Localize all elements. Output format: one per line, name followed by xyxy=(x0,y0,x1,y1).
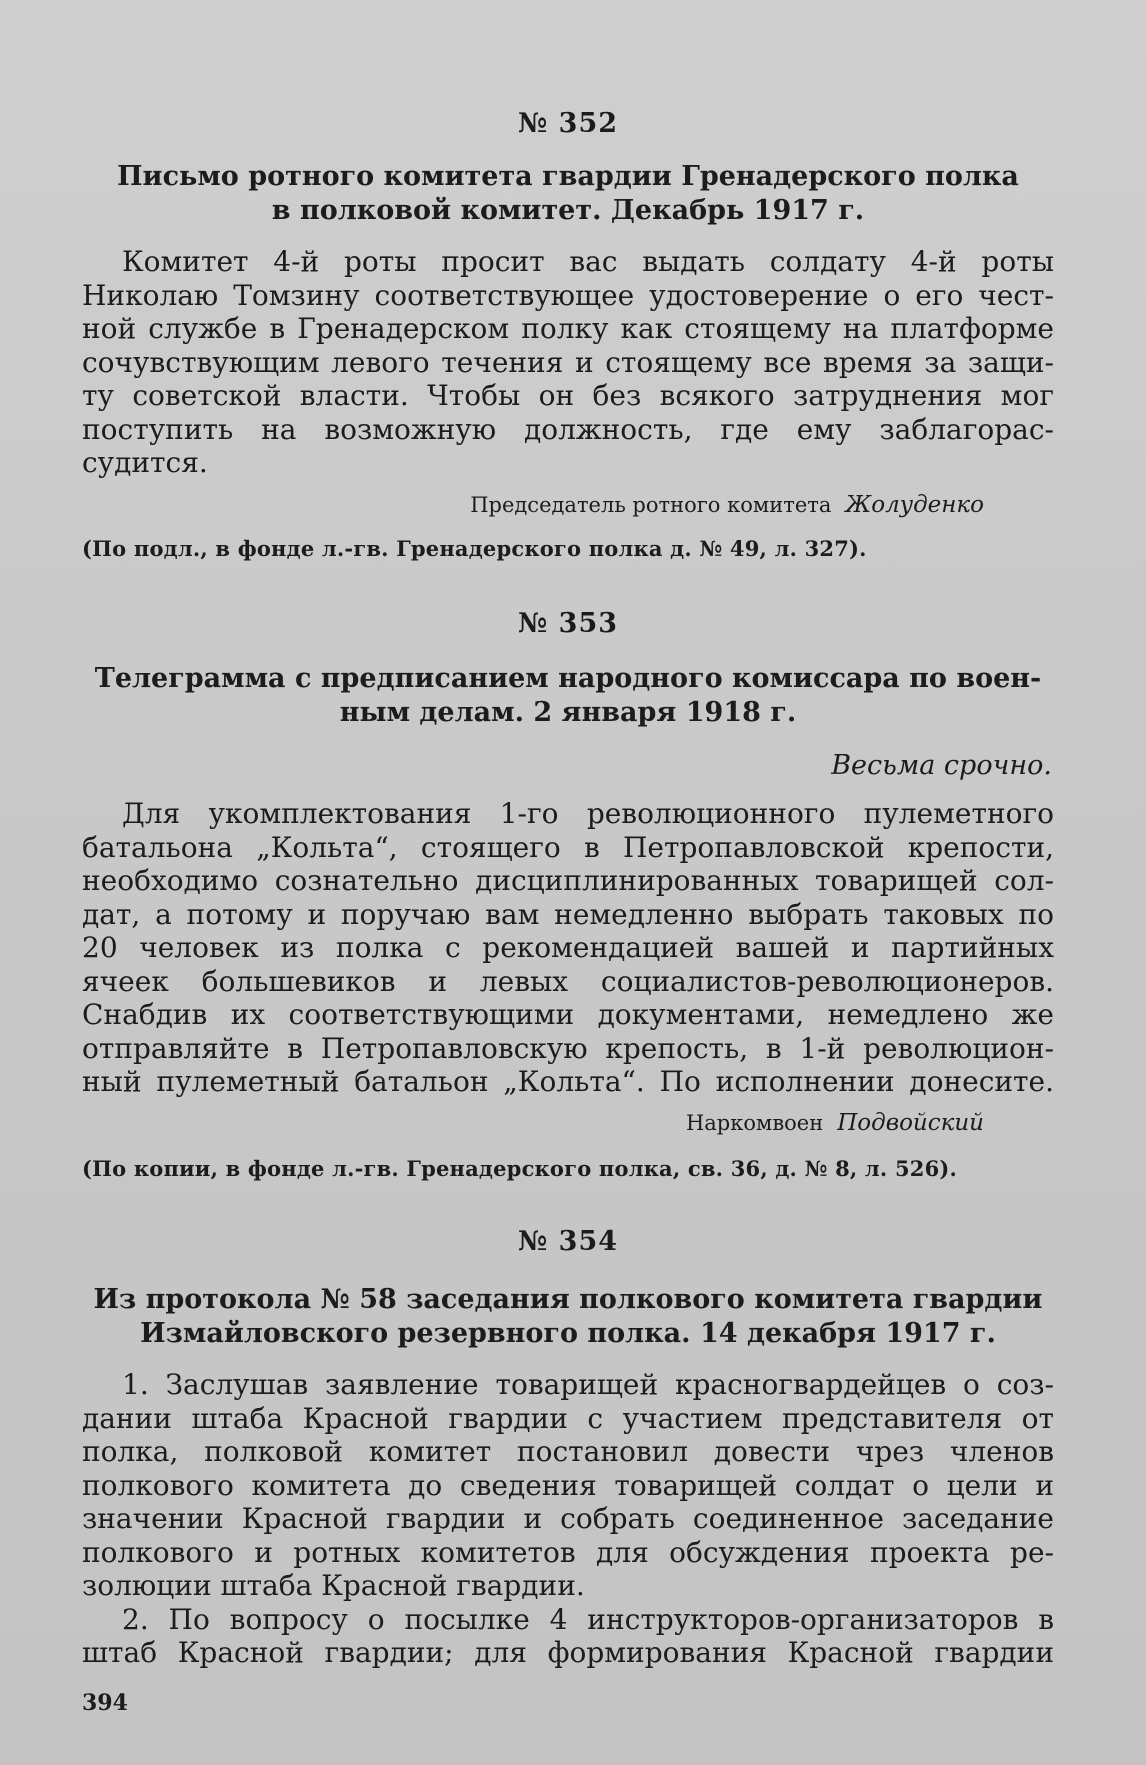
doc353-body-line: необходимо сознательно дисциплинированных товарищей сол- xyxy=(82,864,1054,897)
doc354-title-line: Измайловского резервного полка. 14 декабря 1917 г. xyxy=(140,1318,996,1349)
doc352-body-line: судится. xyxy=(82,446,208,479)
doc353-body-line: 20 человек из полка с рекомендацией вашей и партийных xyxy=(82,931,1054,964)
doc352-signature-name: Жолуденко xyxy=(845,492,984,518)
doc353-body xyxy=(82,797,1054,1099)
doc352-body-line: Комитет 4-й роты просит вас выдать солдату 4-й роты xyxy=(122,245,1054,278)
doc354-body-line: 2. По вопросу о посылке 4 инструкторов-организаторов в xyxy=(122,1602,1054,1636)
doc354-body-line: штаб Красной гвардии; для формирования Красной гвардии xyxy=(82,1636,1054,1669)
page-number: 394 xyxy=(82,1690,128,1716)
doc353-body-line: ячеек большевиков и левых социалистов-революционеров. xyxy=(82,964,1054,998)
doc354-title xyxy=(82,1283,1054,1351)
doc353-body-line: дат, а потому и поручаю вам немедленно выбрать таковых по xyxy=(82,897,1054,931)
doc354-body-line: полкового и ротных комитетов для обсуждения проекта ре- xyxy=(82,1535,1054,1569)
doc352-title xyxy=(82,160,1054,228)
doc353-body-line: отправляйте в Петропавловскую крепость, в 1-й революцион- xyxy=(82,1031,1054,1065)
doc354-body-line: 1. Заслушав заявление товарищей красногвардейцев о соз- xyxy=(122,1368,1054,1401)
doc352-source: (По подл., в фонде л.-гв. Гренадерского полка д. № 49, л. 327). xyxy=(82,536,867,561)
doc352-body-line: ту советской власти. Чтобы он без всякого затруднения мог xyxy=(82,379,1054,412)
doc352-title-line: в полковой комитет. Декабрь 1917 г. xyxy=(271,195,865,226)
doc352-body-line: сочувствующим левого течения и стоящему все время за защи- xyxy=(82,345,1054,379)
doc352-body-line: Николаю Томзину соответствующее удостоверение о его чест- xyxy=(82,278,1054,312)
doc354-body-line: золюции штаба Красной гвардии. xyxy=(82,1569,585,1602)
doc353-body-line: ный пулеметный батальон „Кольта“. По исполнении донесите. xyxy=(82,1065,1054,1098)
doc353-urgent-mark: Весьма срочно. xyxy=(831,750,1052,781)
doc353-title xyxy=(82,662,1054,730)
doc352-title-line: Письмо ротного комитета гвардии Гренадерского полка xyxy=(117,161,1019,192)
doc352-number: № 352 xyxy=(517,108,619,139)
doc353-source: (По копии, в фонде л.-гв. Гренадерского полка, св. 36, д. № 8, л. 526). xyxy=(82,1156,958,1181)
doc353-title-line: Телеграмма с предписанием народного комиссара по воен- xyxy=(94,663,1042,694)
doc354-title-line: Из протокола № 58 заседания полкового комитета гвардии xyxy=(93,1284,1043,1315)
doc353-body-line: Снабдив их соответствующими документами, немедлено же xyxy=(82,998,1054,1031)
doc354-body-line: полка, полковой комитет постановил довести чрез членов xyxy=(82,1435,1054,1468)
doc354-number: № 354 xyxy=(517,1226,619,1257)
doc353-number: № 353 xyxy=(517,608,619,639)
doc352-signature xyxy=(82,492,1054,518)
doc352-signature-role: Председатель ротного комитета xyxy=(470,493,832,517)
doc352-body-line: ной службе в Гренадерском полку как стоящему на платформе xyxy=(82,312,1054,345)
doc353-body-line: батальона „Кольта“, стоящего в Петропавловской крепости, xyxy=(82,830,1054,864)
doc352-body xyxy=(82,245,1054,480)
doc353-signature-role: Наркомвоен xyxy=(685,1111,824,1135)
doc354-body-line: значении Красной гвардии и собрать соединенное заседание xyxy=(82,1502,1054,1535)
doc354-body xyxy=(82,1368,1054,1670)
doc354-body-line: дании штаба Красной гвардии с участием представителя от xyxy=(82,1401,1054,1435)
doc353-title-line: ным делам. 2 января 1918 г. xyxy=(339,697,797,728)
doc352-body-line: поступить на возможную должность, где ему заблагорас- xyxy=(82,412,1054,446)
doc353-body-line: Для укомплектования 1-го революционного пулеметного xyxy=(122,797,1054,830)
doc354-body-line: полкового комитета до сведения товарищей солдат о цели и xyxy=(82,1468,1054,1502)
doc353-signature xyxy=(82,1110,1054,1136)
doc353-signature-name: Подвойский xyxy=(837,1110,984,1136)
